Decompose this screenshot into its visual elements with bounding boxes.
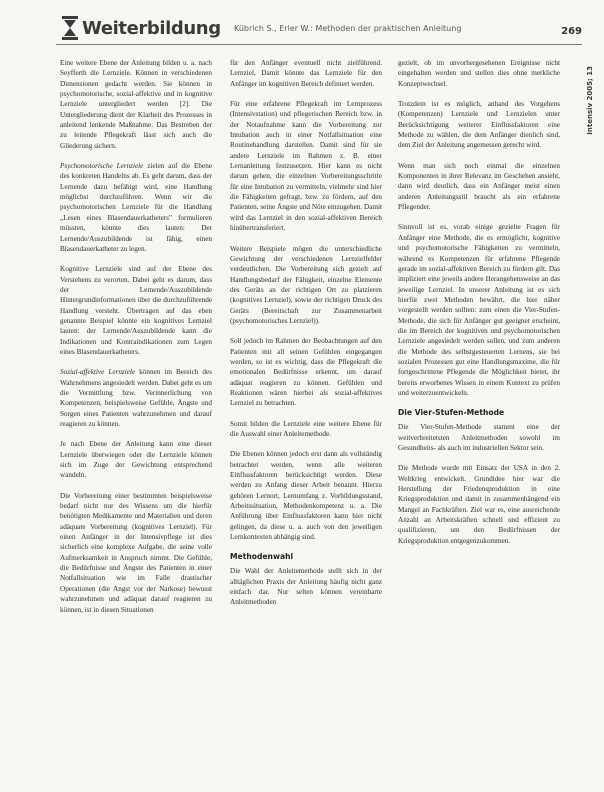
paragraph: Somit bilden die Lernziele eine weitere Ebene für die Auswahl einer Anleitemethode.	[230, 419, 382, 438]
paragraph: Eine weitere Ebene der Anleitung bilden u. a. nach Seyfferth die Lernziele. Können in verschiedenen Dimensionen gedacht werden. Sie können in psychomotorische, sozial-affektive und in kognitive Lernziele untergliedert werden [2]. Die Untergliederung dient der Klarheit des Prozesses in anleitend lenkende Maßnahme. Das Bestreben der zu leitende Pflegekraft lässt sich auch die Gliederung sichern.	[60, 59, 212, 150]
section-title: Weiterbildung	[82, 18, 221, 39]
section-heading: Methodenwahl	[230, 552, 294, 562]
text-column-1	[60, 58, 212, 778]
journal-side-label: Intensiv 2005; 13	[586, 66, 594, 135]
page-header	[56, 14, 586, 46]
paragraph: Kognitive Lernziele sind auf der Ebene des Verstehens zu verorten. Dabei geht es darum, dass der Lernende/Auszubildende Hintergrundinformationen über die durchzuführende Handlung versteht. Übertragen auf das eben genannte Beispiel könnte ein kognitives Lernziel lauten: der Lernende/Auszubildende kann die Indikationen und Kontraindikationen zum Legen eines Blasendauerkatheters.	[60, 265, 212, 356]
text-column-2	[230, 58, 382, 778]
paragraph	[60, 367, 212, 429]
header-rule	[56, 44, 582, 45]
paragraph: Die Wahl der Anleitemethode stellt sich in der alltäglichen Praxis der Anleitung häufig nicht ganz einfach dar. Nur selten können vereinbarte Anleitmethoden	[230, 567, 382, 607]
paragraph	[60, 161, 212, 254]
paragraph-body: können im Bereich des Wahrnehmens angesiedelt werden. Dabei geht es um die Vermittlung bzw. Verinnerlichung von Kompetenzen, beispielsweise Gefühle, Ängste und Sorgen eines Patienten wahrzunehmen und darauf reagieren zu können.	[60, 368, 212, 428]
paragraph: Soll jedoch im Rahmen der Beobachtungen auf den Patienten mit all seinen Gefühlen eingegangen werden, so ist es wichtig, dass die Pflegekraft die emotionalen Bedürfnisse erkennt, um darauf adäquat reagieren zu können. Gefühlen und Reaktionen wären hierbei als sozial-affektives Lernziel zu betrachten.	[230, 337, 382, 408]
text-column-3	[398, 58, 560, 778]
paragraph: Die Ebenen können jedoch erst dann als vollständig betrachtet werden, wenn alle weiteren Einflussfaktoren berücksichtigt werden. Diese werden zu Anfang dieser Arbeit benannt. Hierzu gehören Lernort, Lernumfang z. Vorbildungsstand, Arbeitssituation, Methodenkompetenz u. a. Die Anführung über Einflussfaktoren kann hier nicht gelingen, da diese u. a. auch von den jeweiligen Lernkontexten abhängig sind.	[230, 450, 382, 542]
running-header-author: Kübrich S., Erler W.: Methoden der praktischen Anleitung	[234, 24, 462, 33]
paragraph: gezielt, ob im unvorhergesehenen Ereignisse nicht eingehalten werden und stellen dies ohne merkliche Konzeptwechsel.	[398, 59, 560, 88]
paragraph-lead-term: Psychomotorische Lernziele	[60, 162, 144, 171]
paragraph: Die Methode wurde mit Einsatz der USA in den 2. Weltkrieg entwickelt. Grundidee hier war die Herstellung der Friedensproduktion in eine Kriegsproduktion und damit in zusammenhängend ein Mangel an Fachkräften. Ziel war es, eine ausreichende Anzahl an Arbeitskräften schnell und effizient zu qualifizieren, um den Bedürfnissen der Kriegsproduktion entgegenzukommen.	[398, 464, 560, 545]
paragraph: Die Vorbereitung einer bestimmten beispielsweise bedarf nicht nur des Wissens um die hierfür benötigten Medikamente und Materialien und deren adäquate Vorbereitung (kognitives Lernziel). Für einen Anfänger in der Intensivpflege ist dies sicherlich eine komplexe Aufgabe, die seine volle Aufmerksamkeit in Anspruch nimmt. Die Gefühle, die Bedürfnisse und Ängste des Patienten in einer Notfallsituation wie im Falle drastischer Operationen (die Angst vor der Narkose) bewusst wahrzunehmen und adäquat darauf reagieren zu können, ist in diesen Situationen	[60, 491, 212, 614]
paragraph-body: zielen auf die Ebene des konkreten Handelns ab. Es geht darum, dass der Lernende dazu befähigt wird, eine Handlung möglichst durchzuführen. Wenn wir die psychomotorischen Lernziele für die Handlung „Lesen eines Blasendauerkatheters" formulieren müssten, könnte dies lauten: Der Lernende/Auszubildende ist fähig, einen Blasendauerkatheter zu legen.	[60, 162, 212, 253]
hourglass-logo-icon	[62, 16, 78, 40]
paragraph-lead-term: Sozial-affektive Lernziele	[60, 368, 136, 377]
paragraph: Für eine erfahrene Pflegekraft im Lernprozess (Intensivstation) und pflegerischen Bereich bzw. in der Notaufnahme kann die Vorbereitung zur Intubation auch in einer Notfallsituation eine Routinehandlung darstellen. Damit sind für sie andere Lernziele im Rahmen z. B. einer Lernanleitung festzusetzen. Hier kann es nicht darum gehen, die einzelnen Vorbereitungsschritte für eine Intubation zu vermitteln, vielmehr sind hier die Fähigkeiten gefragt, bzw. zu fördern, auf den Patienten, seine Ängste und Nöte einzugehen. Damit wird das Lernziel in den sozial-affektiven Bereich hinübertransferiert.	[230, 100, 382, 233]
paragraph: Wenn man sich noch einmal die einzelnen Komponenten in ihrer Relevanz im Geschehen ansieht, dann wird deutlich, dass ein Anfänger meist einen anderen Anleitungsstil braucht als ein erfahrene Pflegender.	[398, 161, 560, 212]
paragraph: Weitere Beispiele mögen die unterschiedliche Gewichtung der verschiedenen Lernzielfelder verdeutlichen. Die Vorbereitung sich gezielt auf Handlungsbedarf der Fähigkeit, einzelne Elemente des Geräts an der richtigen Ort zu platzieren (kognitives Lernziel), sowie der richtigen Druck des Geräts (Bereitschaft zur Zusammenarbeit (psychomotorisches Lernziel)).	[230, 244, 382, 325]
paragraph: Je nach Ebene der Anleitung kann eine dieser Lernziele überwiegen oder die Lernziele können sich im Zuge der Gewichtung entsprechend wandeln.	[60, 440, 212, 480]
paragraph: Die Vier-Stufen-Methode stammt eine der weitverbreitetsten Anleitmethoden sowohl im Gesundheits- als auch im industriellen Sektor sein.	[398, 423, 560, 452]
paragraph: Sinnvoll ist es, vorab einige gezielte Fragen für Anfänger eine Methode, die es ermöglicht, kognitive und psychomotorische Fähigkeiten zu vermitteln, während es Kompetenzen für erfahrene Pflegende gerade im sozial-affektiven Bereich zu fördern gilt. Das impliziert eine jeweils andere Herangehensweise an das jeweilige Lernziel. In unserer Anleitung ist es sich hierfür zwei Methoden bewährt, die hier näher vorgestellt werden sollten: zum einen die Vier-Stufen-Methode, die sich für Anfänger gut geeignet erscheint, die im Bereich der kognitiven und psychomotorischen Lernziele angesiedelt werden sollen, und zum anderen die Methode des selbstgesteuerten Lernens, sie bei sozialen Prozessen gut eine Handlungsmaxime, die für fortgeschrittene Pflegende die Möglichkeit bietet, ihr bereits erworbenes Wissen in einem Kontext zu prüfen und weiterzuentwickeln.	[398, 223, 560, 397]
paragraph: für den Anfänger eventuell nicht zielführend. Lernziel, Damit könnte das Lernziele für den Anfänger im kognitiven Bereich definiert werden.	[230, 59, 382, 88]
paragraph: Trotzdem ist es möglich, anhand des Vorgehens (Kompetenzen) Lernziele und Lernzielen unter Berücksichtigung weiterer Einflussfaktoren eine Methode zu wählen, die dem Anfänger dienlich sind, dem Ziel der Anleitung angemessen gerecht wird.	[398, 100, 560, 150]
section-heading: Die Vier-Stufen-Methode	[398, 408, 505, 418]
page-number: 269	[561, 26, 582, 37]
